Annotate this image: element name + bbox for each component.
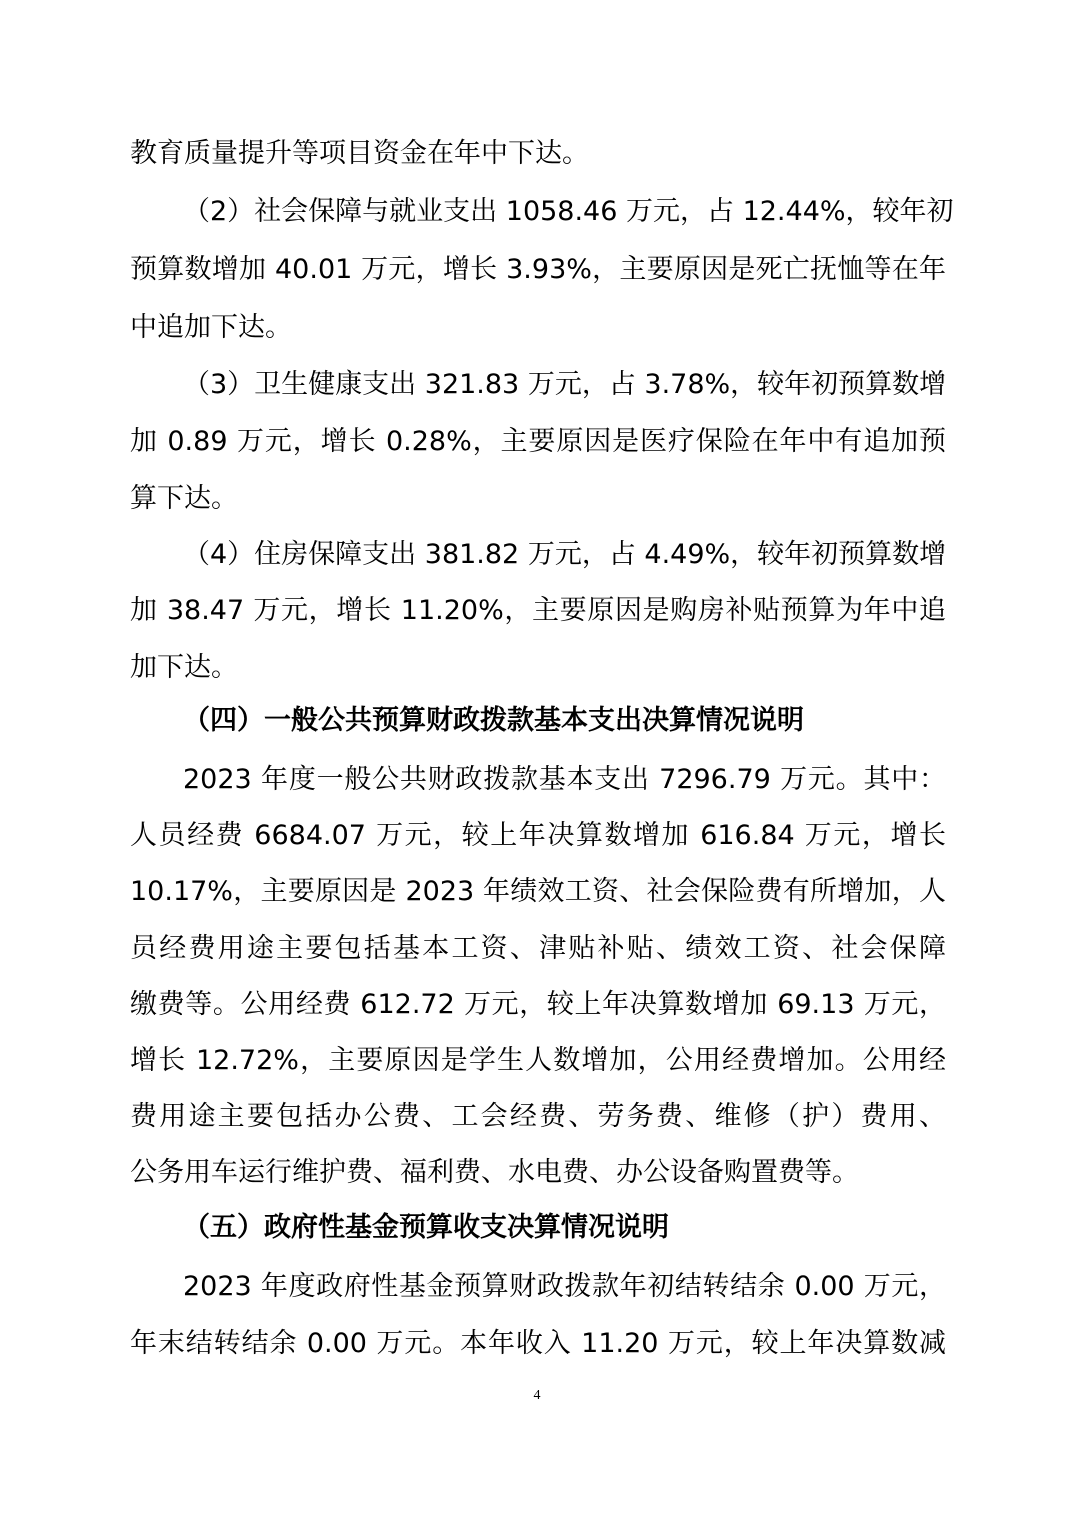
paragraph-line: 公务用车运行维护费、福利费、水电费、办公设备购置费等。: [130, 1157, 859, 1188]
paragraph-line: 算下达。: [130, 483, 238, 514]
paragraph-line: 2023 年度一般公共财政拨款基本支出 7296.79 万元。其中：: [183, 764, 946, 795]
paragraph-line: 年末结转结余 0.00 万元。本年收入 11.20 万元，较上年决算数减: [130, 1328, 946, 1359]
section-heading-5: （五）政府性基金预算收支决算情况说明: [183, 1212, 669, 1243]
paragraph-line: 加 0.89 万元，增长 0.28%，主要原因是医疗保险在年中有追加预: [130, 426, 946, 457]
paragraph-line: 员经费用途主要包括基本工资、津贴补贴、绩效工资、社会保障: [130, 933, 946, 964]
paragraph-line: 10.17%，主要原因是 2023 年绩效工资、社会保险费有所增加，人: [130, 876, 946, 907]
paragraph-line: （4）住房保障支出 381.82 万元，占 4.49%，较年初预算数增: [183, 539, 947, 570]
paragraph-line: 缴费等。公用经费 612.72 万元，较上年决算数增加 69.13 万元，: [130, 989, 946, 1020]
paragraph-line: 加 38.47 万元，增长 11.20%，主要原因是购房补贴预算为年中追: [130, 595, 946, 626]
paragraph-line: 2023 年度政府性基金预算财政拨款年初结转结余 0.00 万元，: [183, 1271, 946, 1302]
paragraph-line: 增长 12.72%，主要原因是学生人数增加，公用经费增加。公用经: [130, 1045, 946, 1076]
page-number: 4: [533, 1388, 541, 1403]
paragraph-line: （3）卫生健康支出 321.83 万元，占 3.78%，较年初预算数增: [183, 369, 947, 400]
paragraph-line: 加下达。: [130, 652, 238, 683]
paragraph-line: （2）社会保障与就业支出 1058.46 万元，占 12.44%，较年初: [183, 196, 954, 227]
section-heading-4: （四）一般公共预算财政拨款基本支出决算情况说明: [183, 705, 804, 736]
paragraph-line: 教育质量提升等项目资金在年中下达。: [130, 138, 589, 169]
paragraph-line: 费用途主要包括办公费、工会经费、劳务费、维修（护）费用、: [130, 1101, 946, 1132]
paragraph-line: 预算数增加 40.01 万元，增长 3.93%，主要原因是死亡抚恤等在年: [130, 254, 946, 285]
paragraph-line: 中追加下达。: [130, 312, 292, 343]
paragraph-line: 人员经费 6684.07 万元，较上年决算数增加 616.84 万元，增长: [130, 820, 946, 851]
